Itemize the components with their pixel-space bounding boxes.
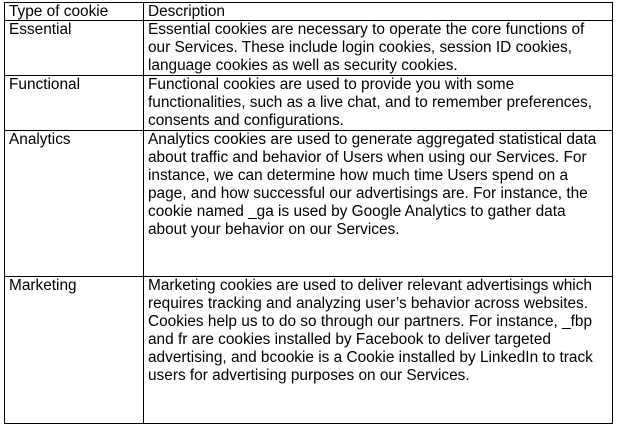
header-description: Description — [144, 3, 613, 21]
cookie-type-cell: Functional — [5, 76, 144, 131]
cookie-description-cell: Marketing cookies are used to deliver relevant advertisings which requires tracking and analyzing user’s behavior across websites. Cookies help us to do so through our partners. For instance, _fbp and fr are cookies installed by Facebook to deliver targeted advertising, and bcookie is a Cookie installed by LinkedIn to track users for advertising purposes on our Services. — [144, 277, 613, 424]
table-row-analytics — [5, 131, 613, 277]
cookie-type-cell: Marketing — [5, 277, 144, 424]
cookie-description-cell: Analytics cookies are used to generate aggregated statistical data about traffic and behavior of Users when using our Services. For instance, we can determine how much time Users spend on a page, and how successful our advertisings are. For instance, the cookie named _ga is used by Google Analytics to gather data about your behavior on our Services. — [144, 131, 613, 277]
cookie-description-cell: Essential cookies are necessary to operate the core functions of our Services. These include login cookies, session ID cookies, language cookies as well as security cookies. — [144, 21, 613, 76]
cookie-type-cell: Analytics — [5, 131, 144, 277]
cookie-type-cell: Essential — [5, 21, 144, 76]
table-row-essential — [5, 21, 613, 76]
table-header-row — [5, 3, 613, 21]
table-row-functional — [5, 76, 613, 131]
cookie-description-cell: Functional cookies are used to provide you with some functionalities, such as a live chat, and to remember preferences, consents and configurations. — [144, 76, 613, 131]
cookie-types-table — [4, 2, 613, 424]
table-row-marketing — [5, 277, 613, 424]
header-type-of-cookie: Type of cookie — [5, 3, 144, 21]
